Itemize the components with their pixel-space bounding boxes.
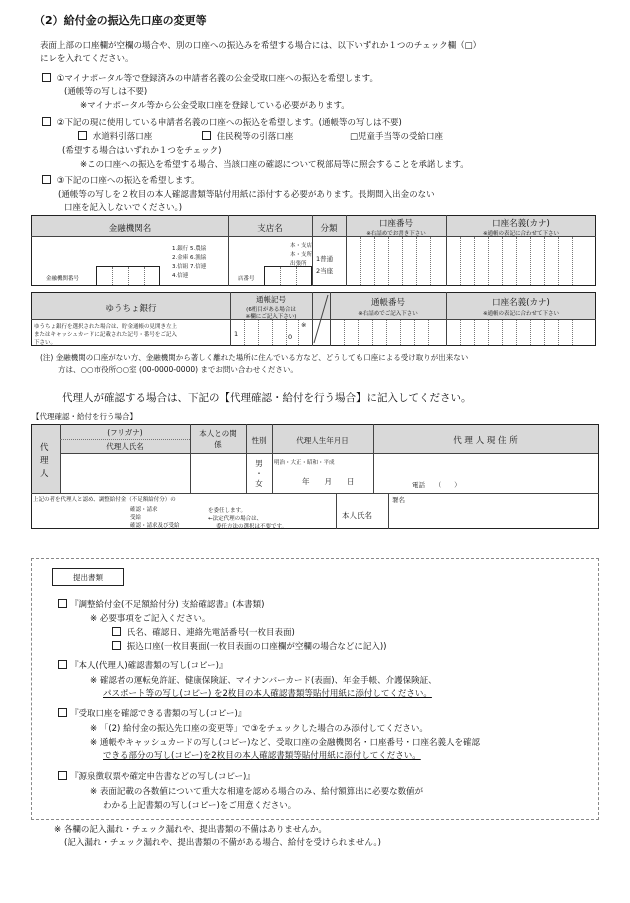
sex-dot: ・ (255, 469, 263, 478)
consent-opt-3[interactable]: 確認・請求及び受給 (130, 523, 180, 529)
option-2b-checkbox[interactable] (202, 131, 211, 140)
option-3-sub1: (通帳等の写しを２枚目の本人確認書類等貼付用紙に添付する必要があります。長期間入出金のない (58, 190, 435, 200)
option-3[interactable]: ③下記の口座への振込を希望します。 (42, 174, 200, 186)
option-2[interactable]: ②下記の現に使用している申請者名義の口座への振込を希望します。(通帳等の写しは不要) (42, 116, 402, 128)
option-1[interactable]: ①マイナポータル等で登録済みの申請者名義の公金受取口座への振込を希望します。 (42, 72, 378, 84)
option-2-checkbox[interactable] (42, 117, 51, 126)
footer-line-2: (記入漏れ・チェック漏れや、提出書類の不備がある場合、給付を受けられません。) (64, 838, 381, 848)
doc-4[interactable]: 『源泉徴収票や確定申告書などの写し(コピー)』 (58, 770, 255, 782)
doc-4-checkbox[interactable] (58, 771, 67, 780)
doc-4-note-1: ※ 表面記載の各数値について重大な相違を認める場合のみ、給付額算出に必要な数値が (90, 787, 424, 797)
doc-1-note: ※ 必要事項をご記入ください。 (90, 614, 211, 624)
intro-line-1: 表面上部の口座欄が空欄の場合や、別の口座への振込みを希望する場合には、以下いずれか１つのチェック欄（□） (40, 41, 482, 51)
bank-code-label: 金融機関番号 (46, 276, 80, 282)
branch-code-label: 店番号 (238, 276, 255, 282)
option-3-sub2: 口座を記入しないでください。) (64, 203, 183, 213)
doc-4-note-2: わかる上記書類の写し(コピー)をご用意ください。 (103, 801, 297, 811)
option-1-note: ※マイナポータル等から公金受取口座を登録している必要があります。 (80, 101, 350, 111)
caution-line-1: (注) 金融機関の口座がない方、金融機関から著しく離れた場所に住んでいる方など、どうしても口座による受け取りが出来ない (40, 353, 469, 362)
account-number-note: ※右詰めでお書き下さい (366, 231, 426, 237)
birth-ymd[interactable]: 年 月 日 (302, 477, 355, 486)
footer-line-1: ※ 各欄の記入漏れ・チェック漏れや、提出書類の不備はありませんか。 (54, 825, 327, 835)
yucho-kana-header: 口座名義(カナ) (492, 298, 550, 308)
consent-line-4: 委任方法の選択は不要です。 (216, 524, 288, 530)
furigana-header: (フリガナ) (107, 428, 143, 437)
option-2-sub: (希望する場合はいずれか１つをチェック) (62, 146, 222, 156)
option-1-sub: (通帳等の写しは不要) (64, 87, 148, 97)
agent-title: 【代理確認・給付を行う場合】 (32, 412, 137, 421)
doc-1b-checkbox[interactable] (112, 641, 121, 650)
bank-kind-1: 1.銀行 5.農協 (172, 246, 207, 252)
section-title: （2）給付金の振込先口座の変更等 (34, 14, 207, 27)
doc-2-note-1: ※ 確認者の運転免許証、健康保険証、マイナンバーカード(表面)、年金手帳、介護保険証、 (90, 676, 437, 686)
relation-header: 本人との関係 (199, 429, 237, 449)
doc-3-checkbox[interactable] (58, 708, 67, 717)
agent-name-header: 代理人氏名 (106, 442, 144, 451)
yucho-kigo-first: 1 (234, 330, 239, 338)
yucho-kana-note: ※通帳の表記に合わせて下さい (482, 311, 560, 317)
option-2b[interactable]: 住民税等の引落口座 (202, 130, 293, 142)
doc-1a[interactable]: 氏名、確認日、連絡先電話番号(一枚目表面) (112, 626, 295, 638)
agent-tel[interactable]: 電話 （ ） (412, 481, 461, 489)
bank-kind-2: 2.金庫 6.漁協 (172, 255, 207, 261)
yucho-note-3: 下さい。 (34, 340, 57, 346)
option-2a[interactable]: 水道料引落口座 (78, 130, 152, 142)
doc-1b[interactable]: 振込口座(一枚目裏面(一枚目表面の口座欄が空欄の場合などに記入)) (112, 640, 386, 652)
option-2a-checkbox[interactable] (78, 131, 87, 140)
era-options[interactable]: 明治・大正・昭和・平成 (274, 460, 335, 466)
option-2-note: ※この口座への振込を希望する場合、当該口座の確認について税部局等に照会することを承諾します。 (80, 160, 469, 170)
consent-line-2: を委任します。 (208, 508, 247, 514)
intro-line-2: にレを入れてください。 (40, 54, 134, 64)
caution-line-2: 方は、○○市役所○○室 (00-0000-0000) までお問い合わせください。 (58, 365, 298, 374)
bank-kind-3: 3.信組 7.信連 (172, 264, 207, 270)
branch-kind-1: 本・支店 (290, 243, 313, 249)
sex-header: 性別 (251, 436, 267, 445)
doc-1[interactable]: 『調整給付金(不足額給付分) 支給確認書』(本書類) (58, 598, 264, 610)
agent-lead: 代理人が確認する場合は、下記の【代理確認・給付を行う場合】に記入してください。 (62, 392, 472, 404)
yucho-note-1: ゆうちょ銀行を選択された場合は、貯金通帳の見開き左上 (34, 324, 178, 330)
yucho-bango-note: ※右詰めでご記入下さい (358, 311, 418, 317)
doc-3-note-1: ※ 「(2) 給付金の振込先口座の変更等」で③をチェックした場合のみ添付してください。 (90, 724, 428, 734)
doc-1-checkbox[interactable] (58, 599, 67, 608)
doc-2-checkbox[interactable] (58, 660, 67, 669)
branch-header: 支店名 (257, 224, 283, 234)
consent-opt-1[interactable]: 確認・請求 (130, 507, 158, 513)
principal-name-label: 本人氏名 (342, 511, 372, 520)
branch-code-boxes[interactable] (264, 266, 312, 286)
account-holder-header: 口座名義(カナ) (492, 219, 550, 229)
bank-name-header: 金融機関名 (108, 224, 152, 234)
doc-3-note-2: ※ 通帳やキャッシュカードの写し(コピー)など、受取口座の金融機関名・口座番号・口座名義人を確認 (90, 738, 480, 748)
birth-header: 代理人生年月日 (296, 436, 349, 445)
sex-female[interactable]: 女 (255, 479, 263, 488)
documents-title: 提出書類 (73, 573, 103, 582)
yucho-slash (312, 293, 330, 345)
consent-line-1: 上記の者を代理人と認め、調整給付金（不足額給付分）の (33, 497, 176, 503)
bank-kind-4: 4.信連 (172, 273, 189, 279)
sex-male[interactable]: 男 (255, 459, 263, 468)
yucho-header: ゆうちょ銀行 (105, 304, 157, 314)
yucho-kigo-note2: ※欄にご記入下さい) (245, 314, 297, 320)
yucho-kigo-header: 通帳記号 (256, 295, 286, 304)
sign-label: 署名 (392, 496, 405, 504)
branch-kind-3: 出張所 (290, 261, 307, 267)
consent-line-3: ←法定代理の場合は、 (208, 516, 263, 522)
agent-side-label: 代理人 (40, 443, 49, 479)
type-option-2[interactable]: 2当座 (316, 267, 334, 275)
yucho-zero: 0 (288, 333, 293, 341)
account-number-header: 口座番号 (378, 219, 413, 229)
type-header: 分類 (320, 224, 338, 234)
address-header: 代 理 人 現 住 所 (453, 436, 518, 446)
branch-kind-2: 本・支所 (290, 252, 313, 258)
option-2c[interactable]: □児童手当等の受給口座 (350, 132, 444, 142)
yucho-kigo-note1: (6桁目がある場合は (246, 307, 296, 313)
option-1-checkbox[interactable] (42, 73, 51, 82)
doc-3[interactable]: 『受取口座を確認できる書類の写し(コピー)』 (58, 707, 246, 719)
doc-2[interactable]: 『本人(代理人)確認書類の写し(コピー)』 (58, 659, 227, 671)
type-option-1[interactable]: 1普通 (316, 255, 334, 263)
consent-opt-2[interactable]: 受給 (130, 515, 142, 521)
option-3-checkbox[interactable] (42, 175, 51, 184)
doc-2-note-2: パスポート等の写し(コピー) を2枚目の本人確認書類等貼付用紙に添付してください。 (103, 689, 432, 699)
yucho-bango-header: 通帳番号 (370, 298, 405, 308)
doc-1a-checkbox[interactable] (112, 627, 121, 636)
account-holder-note: ※通帳の表記に合わせて下さい (482, 231, 560, 237)
yucho-note-2: またはキャッシュカードに記載された記号・番号をご記入 (34, 332, 177, 338)
yucho-mark: ※ (301, 321, 307, 329)
doc-3-note-3: できる部分の写し(コピー)を2枚目の本人確認書類等貼付用紙に添付してください。 (103, 751, 421, 761)
